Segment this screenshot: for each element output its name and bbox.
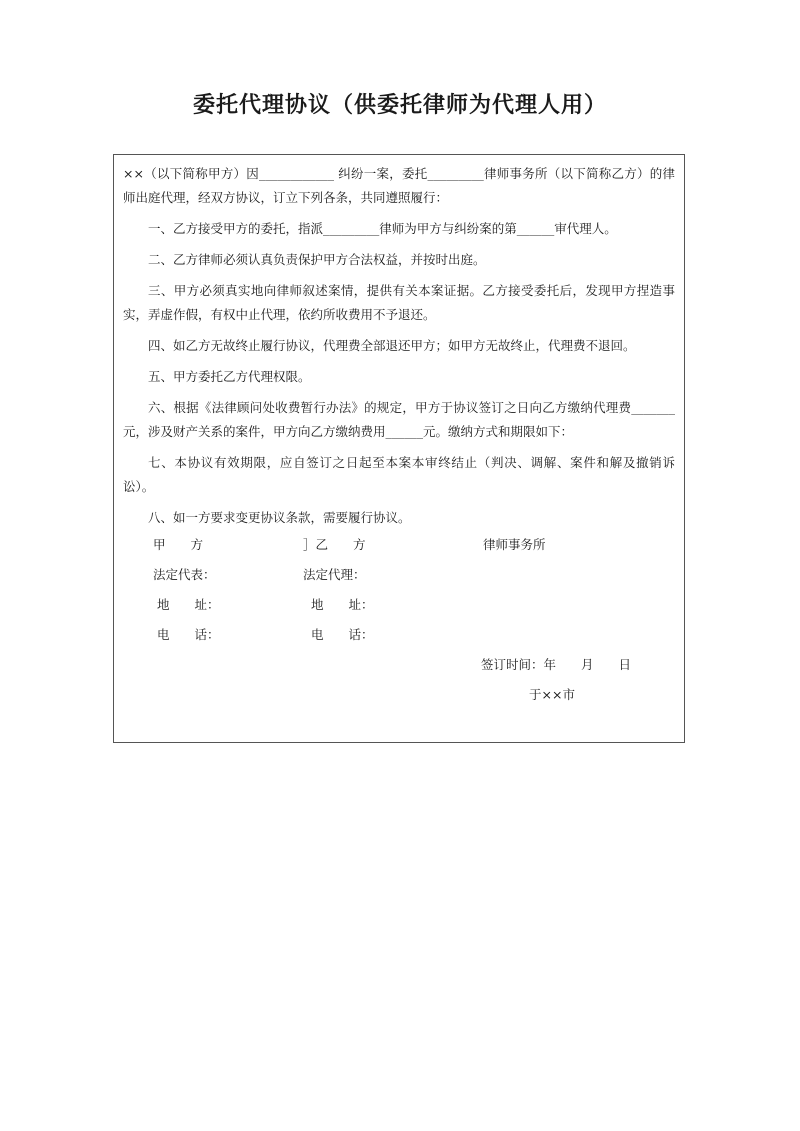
- law-firm-label: 律师事务所: [483, 537, 546, 552]
- clause-8: 八、如一方要求变更协议条款，需要履行协议。: [148, 510, 411, 525]
- document-title: 委托代理协议（供委托律师为代理人用）: [192, 93, 607, 118]
- party-a-phone-label: 电 话：: [157, 627, 220, 642]
- clause-2: 二、乙方律师必须认真负责保护甲方合法权益，并按时出庭。: [148, 252, 486, 267]
- signing-place: 于××市: [529, 687, 575, 702]
- signing-date: 签订时间：年 月 日: [480, 657, 631, 672]
- party-b-phone-label: 电 话：: [311, 627, 374, 642]
- agreement-frame: [113, 154, 685, 743]
- signature-row-parties: [123, 530, 675, 560]
- party-b-label: ］乙 方: [303, 537, 366, 552]
- legal-agent-label: 法定代理：: [303, 567, 366, 582]
- signature-row-address: [123, 590, 675, 620]
- signature-row-phone: [123, 620, 675, 650]
- clause-6: 六、根据《法律顾问处收费暂行办法》的规定，甲方于协议签订之日向乙方缴纳代理费_______元，涉及财产关系的案件，甲方向乙方缴纳费用______元。缴纳方式和期限如下：: [123, 400, 675, 439]
- opening-paragraph: ××（以下简称甲方）因____________ 纠纷一案，委托_________律师事务所（以下简称乙方）的律师出庭代理，经双方协议，订立下列各条，共同遵照履行：: [123, 166, 675, 205]
- clause-5: 五、甲方委托乙方代理权限。: [148, 369, 311, 384]
- party-b-address-label: 地 址：: [311, 597, 374, 612]
- signature-row-representatives: [123, 560, 675, 590]
- party-a-label: 甲 方: [153, 537, 204, 552]
- legal-representative-label: 法定代表：: [153, 567, 216, 582]
- clause-1: 一、乙方接受甲方的委托，指派_________律师为甲方与纠纷案的第______审代理人。: [148, 221, 617, 236]
- clause-4: 四、如乙方无故终止履行协议，代理费全部退还甲方；如甲方无故终止，代理费不退回。: [148, 338, 636, 353]
- party-a-address-label: 地 址：: [157, 597, 220, 612]
- clause-7: 七、本协议有效期限，应自签订之日起至本案本审终结止（判决、调解、案件和解及撤销诉讼）。: [123, 455, 675, 494]
- clause-3: 三、甲方必须真实地向律师叙述案情，提供有关本案证据。乙方接受委托后，发现甲方捏造事实，弄虚作假，有权中止代理，依约所收费用不予退还。: [123, 283, 675, 322]
